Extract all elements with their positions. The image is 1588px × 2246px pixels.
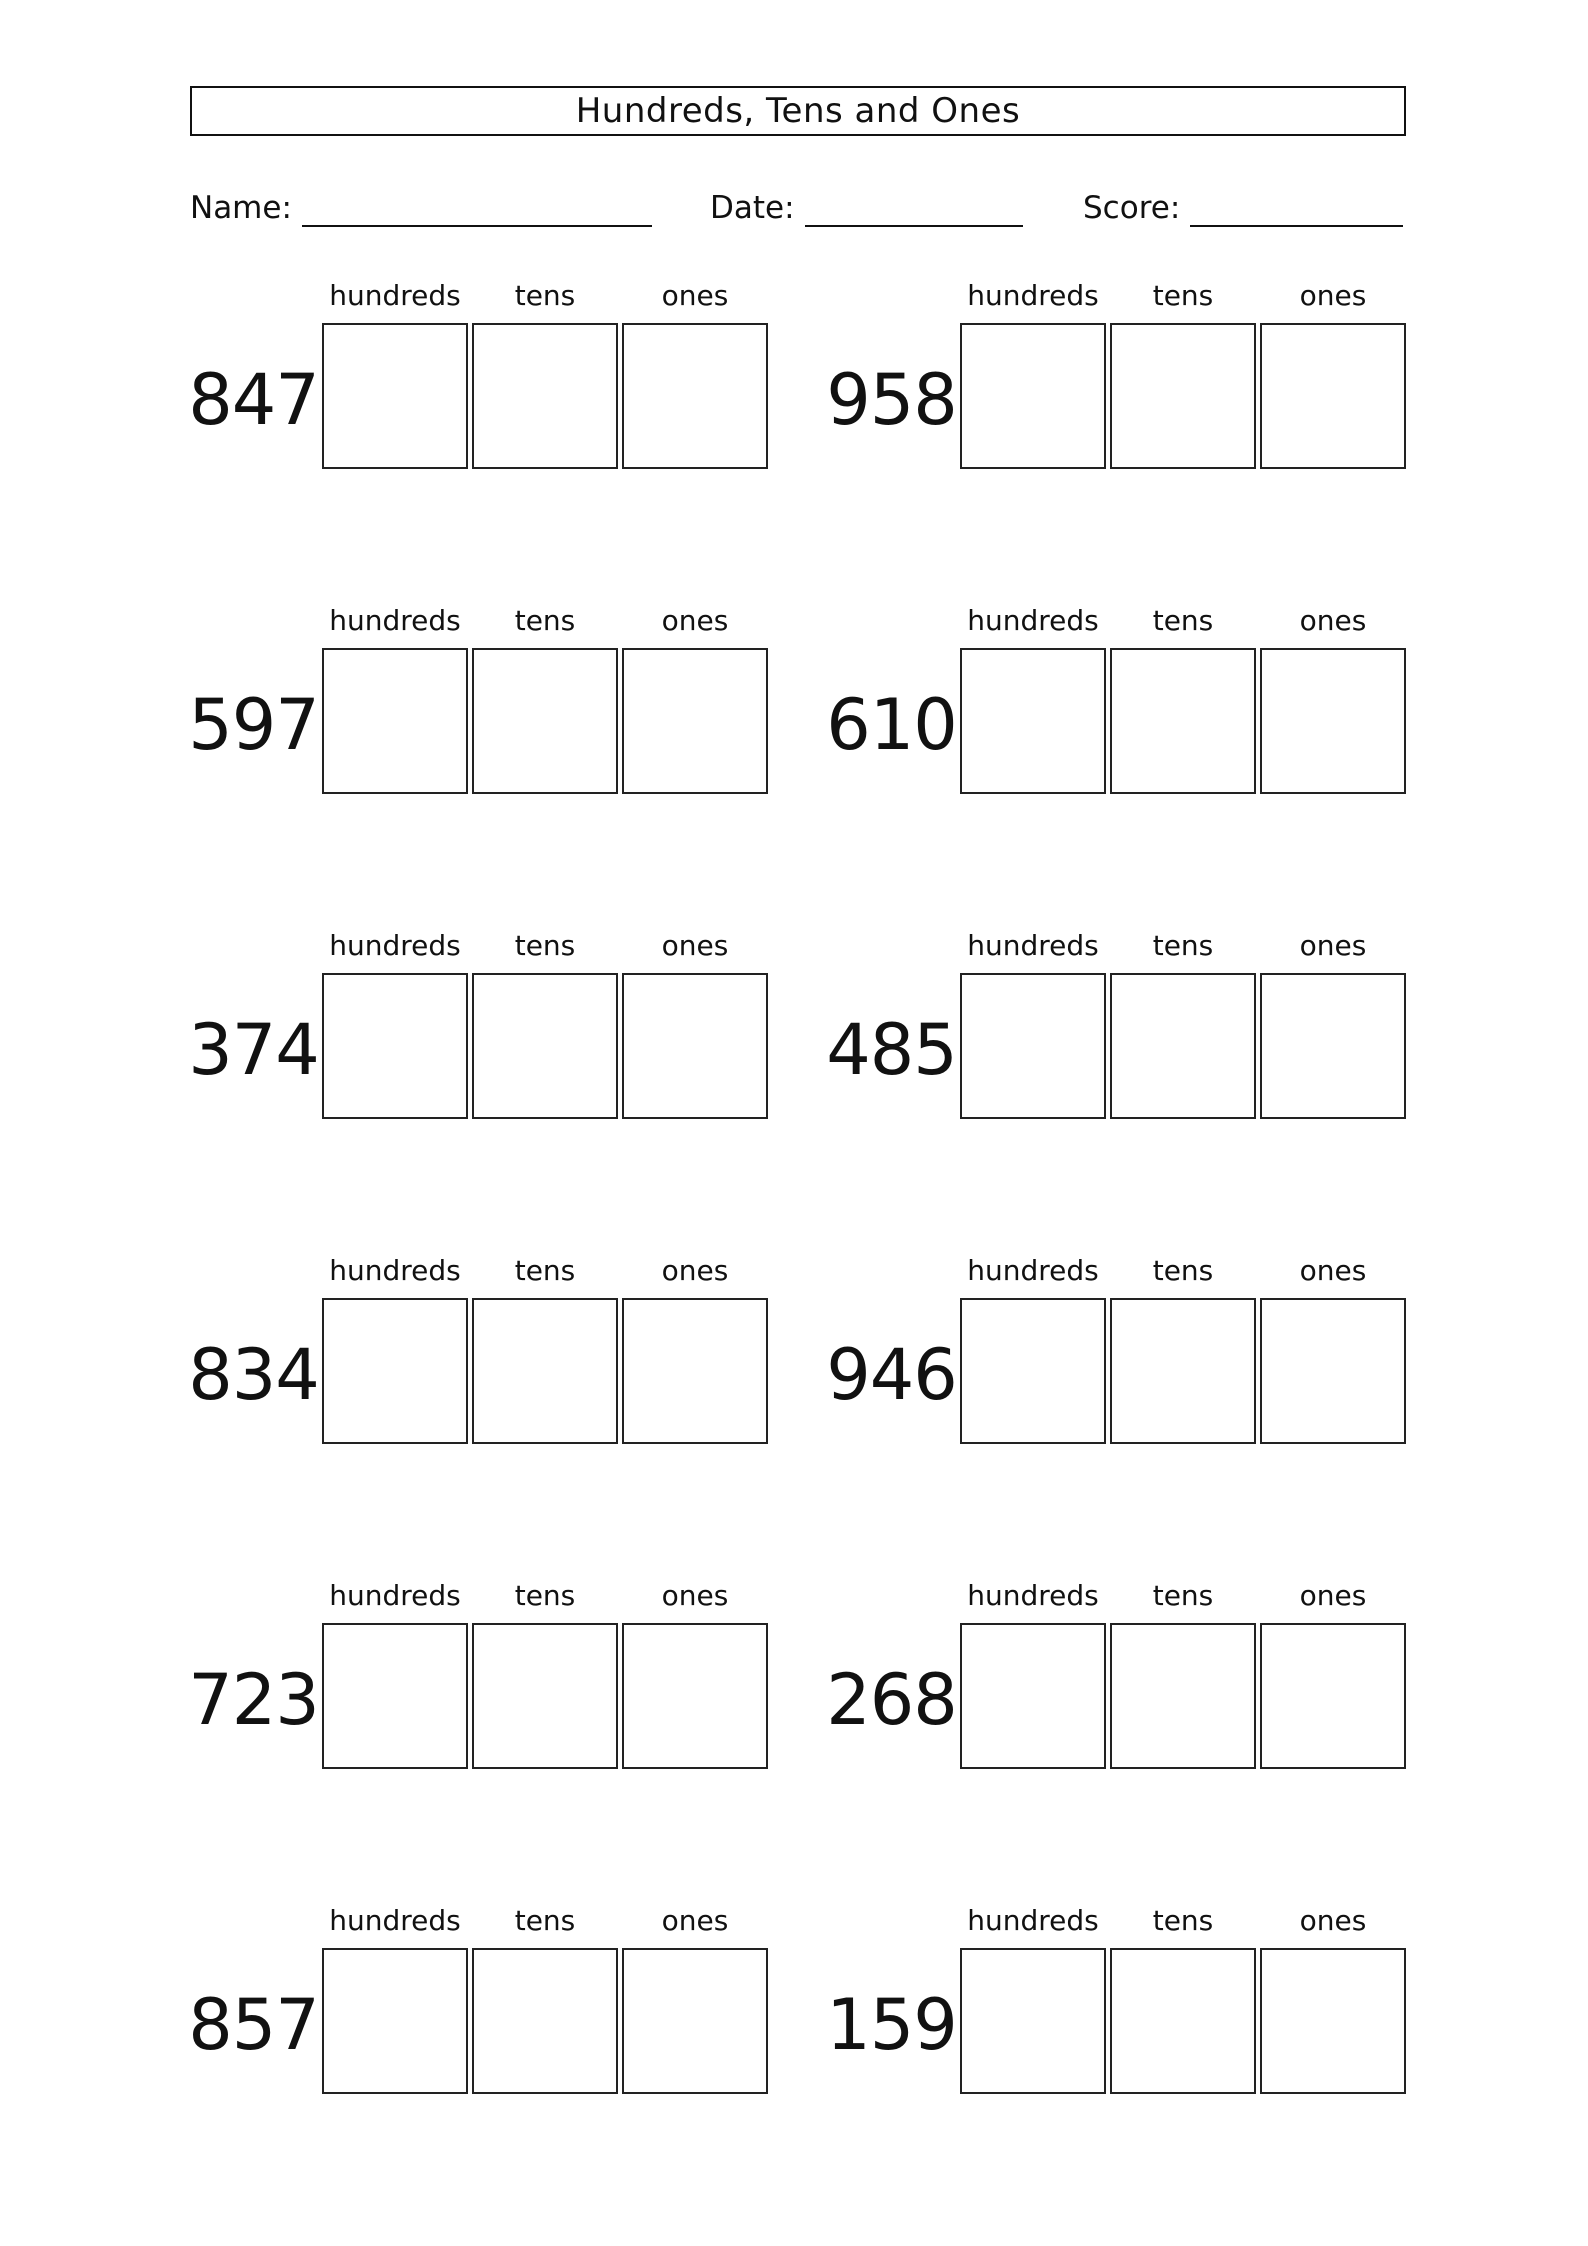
problem-number: 834: [188, 1334, 319, 1416]
tens-label: tens: [514, 1904, 576, 1937]
tens-answer-box[interactable]: [472, 1298, 618, 1444]
date-label: Date:: [710, 190, 795, 226]
tens-label: tens: [1152, 1904, 1214, 1937]
hundreds-label: hundreds: [967, 929, 1099, 962]
tens-answer-box[interactable]: [1110, 973, 1256, 1119]
ones-answer-box[interactable]: [1260, 1623, 1406, 1769]
ones-answer-box[interactable]: [1260, 323, 1406, 469]
hundreds-answer-box[interactable]: [322, 1948, 468, 2094]
place-value-problem: [186, 1904, 776, 2104]
tens-answer-box[interactable]: [1110, 1623, 1256, 1769]
ones-answer-box[interactable]: [622, 973, 768, 1119]
ones-label: ones: [1299, 1254, 1367, 1287]
problem-number: 374: [188, 1009, 319, 1091]
hundreds-answer-box[interactable]: [960, 648, 1106, 794]
hundreds-label: hundreds: [329, 279, 461, 312]
student-info-row: [190, 186, 1406, 236]
ones-label: ones: [661, 1579, 729, 1612]
hundreds-answer-box[interactable]: [960, 1298, 1106, 1444]
hundreds-answer-box[interactable]: [960, 323, 1106, 469]
ones-answer-box[interactable]: [1260, 1948, 1406, 2094]
place-value-problem: [824, 604, 1414, 804]
place-value-problem: [186, 604, 776, 804]
place-value-problem: [186, 1254, 776, 1454]
problem-number: 485: [826, 1009, 957, 1091]
hundreds-answer-box[interactable]: [960, 1948, 1106, 2094]
hundreds-label: hundreds: [967, 279, 1099, 312]
tens-answer-box[interactable]: [472, 323, 618, 469]
place-value-problem: [824, 1579, 1414, 1779]
hundreds-label: hundreds: [329, 929, 461, 962]
name-input-line[interactable]: [302, 191, 652, 227]
place-value-problem: [824, 279, 1414, 479]
tens-label: tens: [514, 604, 576, 637]
ones-label: ones: [661, 1254, 729, 1287]
tens-answer-box[interactable]: [472, 1948, 618, 2094]
ones-answer-box[interactable]: [622, 1298, 768, 1444]
hundreds-label: hundreds: [329, 1254, 461, 1287]
ones-answer-box[interactable]: [1260, 648, 1406, 794]
hundreds-label: hundreds: [967, 1254, 1099, 1287]
tens-label: tens: [1152, 604, 1214, 637]
problem-number: 857: [188, 1984, 319, 2066]
tens-label: tens: [514, 929, 576, 962]
problem-number: 610: [826, 684, 957, 766]
hundreds-answer-box[interactable]: [960, 973, 1106, 1119]
place-value-problem: [186, 279, 776, 479]
tens-answer-box[interactable]: [472, 648, 618, 794]
tens-label: tens: [1152, 929, 1214, 962]
tens-answer-box[interactable]: [1110, 1298, 1256, 1444]
ones-label: ones: [1299, 1904, 1367, 1937]
tens-label: tens: [514, 1579, 576, 1612]
ones-label: ones: [1299, 1579, 1367, 1612]
name-label: Name:: [190, 190, 292, 226]
score-input-line[interactable]: [1190, 191, 1403, 227]
tens-label: tens: [1152, 279, 1214, 312]
ones-answer-box[interactable]: [1260, 1298, 1406, 1444]
name-field: [190, 186, 652, 230]
tens-answer-box[interactable]: [1110, 323, 1256, 469]
problem-number: 946: [826, 1334, 957, 1416]
tens-answer-box[interactable]: [1110, 1948, 1256, 2094]
tens-answer-box[interactable]: [472, 973, 618, 1119]
hundreds-label: hundreds: [329, 1579, 461, 1612]
ones-label: ones: [1299, 604, 1367, 637]
problem-number: 597: [188, 684, 319, 766]
hundreds-answer-box[interactable]: [322, 1623, 468, 1769]
ones-label: ones: [661, 929, 729, 962]
problem-number: 723: [188, 1659, 319, 1741]
ones-answer-box[interactable]: [622, 323, 768, 469]
ones-label: ones: [661, 279, 729, 312]
place-value-problem: [186, 1579, 776, 1779]
hundreds-label: hundreds: [329, 604, 461, 637]
date-field: [710, 186, 1023, 230]
score-label: Score:: [1083, 190, 1181, 226]
ones-label: ones: [1299, 929, 1367, 962]
problem-number: 847: [188, 359, 319, 441]
place-value-problem: [824, 1904, 1414, 2104]
problem-number: 268: [826, 1659, 957, 1741]
hundreds-answer-box[interactable]: [322, 1298, 468, 1444]
place-value-problem: [824, 1254, 1414, 1454]
hundreds-answer-box[interactable]: [322, 323, 468, 469]
tens-label: tens: [1152, 1254, 1214, 1287]
date-input-line[interactable]: [805, 191, 1023, 227]
hundreds-answer-box[interactable]: [960, 1623, 1106, 1769]
hundreds-label: hundreds: [329, 1904, 461, 1937]
ones-label: ones: [661, 604, 729, 637]
ones-label: ones: [1299, 279, 1367, 312]
tens-label: tens: [514, 279, 576, 312]
ones-answer-box[interactable]: [622, 1948, 768, 2094]
tens-label: tens: [1152, 1579, 1214, 1612]
problem-number: 958: [826, 359, 957, 441]
hundreds-label: hundreds: [967, 1904, 1099, 1937]
ones-answer-box[interactable]: [1260, 973, 1406, 1119]
tens-label: tens: [514, 1254, 576, 1287]
hundreds-answer-box[interactable]: [322, 648, 468, 794]
tens-answer-box[interactable]: [472, 1623, 618, 1769]
problem-number: 159: [826, 1984, 957, 2066]
place-value-problem: [824, 929, 1414, 1129]
hundreds-answer-box[interactable]: [322, 973, 468, 1119]
ones-answer-box[interactable]: [622, 648, 768, 794]
score-field: [1083, 186, 1403, 230]
hundreds-label: hundreds: [967, 1579, 1099, 1612]
tens-answer-box[interactable]: [1110, 648, 1256, 794]
ones-label: ones: [661, 1904, 729, 1937]
ones-answer-box[interactable]: [622, 1623, 768, 1769]
hundreds-label: hundreds: [967, 604, 1099, 637]
place-value-problem: [186, 929, 776, 1129]
worksheet-title: Hundreds, Tens and Ones: [190, 86, 1406, 136]
